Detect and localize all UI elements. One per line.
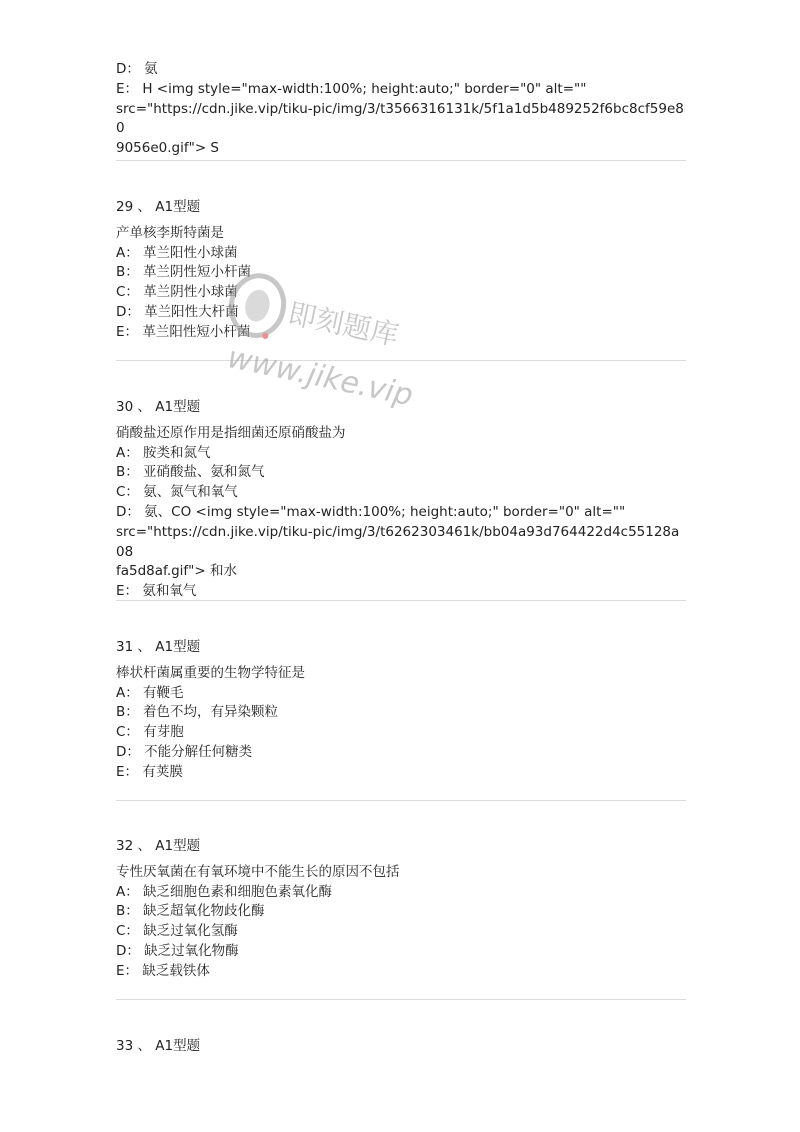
option-a[interactable]: A： 缺乏细胞色素和细胞色素氧化酶: [116, 883, 333, 900]
separator: [116, 600, 686, 601]
option-d[interactable]: D： 不能分解任何糖类: [116, 743, 253, 760]
question-31: [116, 638, 686, 783]
option-e[interactable]: E： 缺乏载铁体: [116, 962, 210, 979]
question-header: 33 、 A1型题: [116, 1038, 201, 1054]
question-header: 32 、 A1型题: [116, 838, 201, 854]
option-b[interactable]: B： 着色不均，有异染颗粒: [116, 704, 279, 721]
question-stem: 专性厌氧菌在有氧环境中不能生长的原因不包括: [116, 863, 400, 880]
question-29: [116, 198, 686, 343]
option-e[interactable]: E： 革兰阳性短小杆菌: [116, 323, 251, 340]
question-stem: 棒状杆菌属重要的生物学特征是: [116, 664, 305, 681]
option-c[interactable]: C： 革兰阴性小球菌: [116, 284, 238, 301]
question-32: [116, 837, 686, 982]
question-33: [116, 1037, 686, 1057]
separator: [116, 999, 686, 1000]
option-d-line-1[interactable]: D： 氨、CO <img style="max-width:100%; height:auto;" border="0" alt="": [116, 503, 626, 520]
option-d: D： 氨: [116, 61, 158, 77]
question-stem: 硝酸盐还原作用是指细菌还原硝酸盐为: [116, 424, 346, 441]
option-d-line-2: src="https://cdn.jike.vip/tiku-pic/img/3/t6262303461k/bb04a93d764422d4c55128a08: [116, 523, 680, 560]
option-e-line-2: src="https://cdn.jike.vip/tiku-pic/img/3/t3566316131k/5f1a1d5b489252f6bc8cf59e80: [116, 100, 684, 137]
question-header: 30 、 A1型题: [116, 399, 201, 415]
option-d-line-3: fa5d8af.gif"> 和水: [116, 563, 237, 580]
option-c[interactable]: C： 氨、氮气和氧气: [116, 484, 238, 501]
option-d[interactable]: D： 缺乏过氧化物酶: [116, 942, 239, 959]
option-b[interactable]: B： 缺乏超氧化物歧化酶: [116, 903, 265, 920]
option-c[interactable]: C： 有芽胞: [116, 724, 184, 741]
option-b[interactable]: B： 革兰阴性短小杆菌: [116, 264, 252, 281]
question-header: 31 、 A1型题: [116, 639, 201, 655]
separator: [116, 800, 686, 801]
separator: [116, 160, 686, 161]
option-e[interactable]: E： 氨和氧气: [116, 583, 197, 600]
option-d[interactable]: D： 革兰阳性大杆菌: [116, 303, 239, 320]
question-30: [116, 398, 686, 602]
watermark-brand: 即刻题库: [285, 296, 402, 353]
option-a[interactable]: A： 有鞭毛: [116, 684, 184, 701]
question-28-tail: [116, 60, 686, 159]
question-stem: 产单核李斯特菌是: [116, 224, 224, 241]
option-e-line-1: E： H <img style="max-width:100%; height:auto;" border="0" alt="": [116, 80, 587, 97]
option-c[interactable]: C： 缺乏过氧化氢酶: [116, 923, 238, 940]
option-e[interactable]: E： 有荚膜: [116, 763, 183, 780]
option-a[interactable]: A： 革兰阳性小球菌: [116, 244, 238, 261]
option-b[interactable]: B： 亚硝酸盐、氨和氮气: [116, 464, 265, 481]
question-header: 29 、 A1型题: [116, 199, 201, 215]
watermark-url: www.jike.vip: [224, 340, 416, 414]
option-e-line-3: 9056e0.gif"> S: [116, 140, 219, 157]
separator: [116, 360, 686, 361]
option-a[interactable]: A： 胺类和氮气: [116, 444, 211, 461]
